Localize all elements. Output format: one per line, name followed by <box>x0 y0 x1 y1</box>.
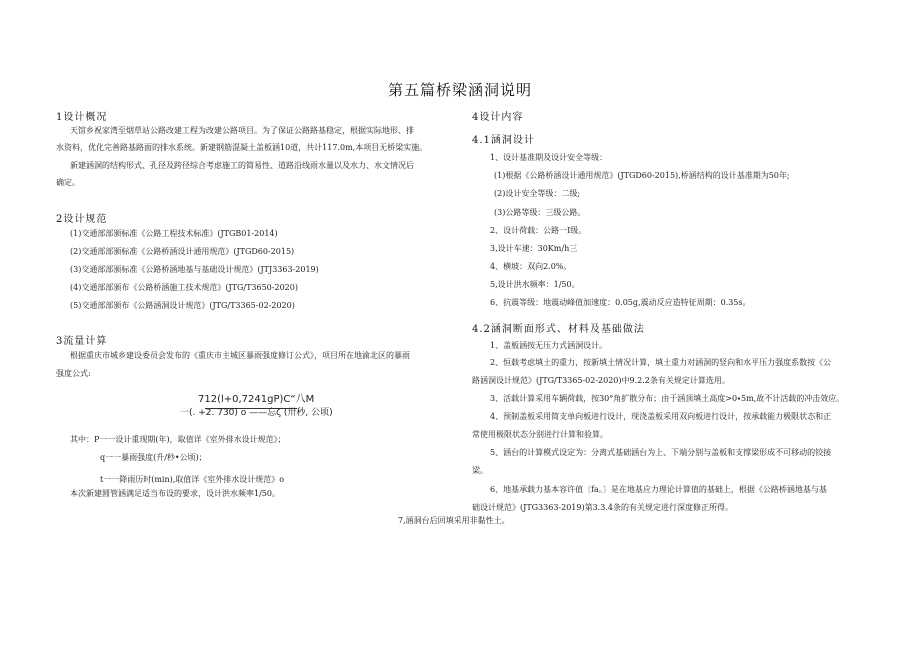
section-para-7: 7,涵洞台后回填采用非黏性土。 <box>398 516 510 525</box>
subsection-heading-culvert-design: 4.1涵洞设计 <box>472 135 535 146</box>
overview-line-3: 新建涵洞的结构形式、孔径及跨径综合考虑施工的简易性、道路沿线雨水量以及水力、水文情况后 <box>70 161 414 170</box>
culvert-item-6: 3,设计车速：30Km/h三 <box>490 244 578 253</box>
section-para-3: 3、活载计算采用车辆荷载，按30°角扩散分布；由于涵顶填土高度>0∙5m,故不计活载的冲击效应。 <box>490 394 845 403</box>
code-item-5: (5)交通部部颁布《公路涵洞设计规范》(JTG/T3365-02-2020) <box>70 301 295 310</box>
section-heading-design-codes: 2设计规范 <box>56 214 108 225</box>
rainfall-formula-numerator: 712(l+0,7241gP)C“八M <box>198 394 315 405</box>
culvert-item-2: (1)根据《公路桥涵设计通用规范》(JTGD60-2015),桥涵结构的设计基准期为50年; <box>494 171 790 180</box>
where-t: t一一降雨历时(min),取值详《室外排水设计规范》o <box>100 475 285 484</box>
code-item-1: (1)交通部部颁标准《公路工程技术标准》(JTGB01-2014) <box>70 229 278 238</box>
code-item-4: (4)交通部部颁布《公路桥涵施工技术规范》(JTG/T3650-2020) <box>70 283 298 292</box>
section-heading-design-content: 4设计内容 <box>472 112 524 123</box>
overview-line-1: 天馆乡祝家湾至烟草站公路改建工程为改建公路项目。为了保证公路路基稳定，根据实际地形、排 <box>70 126 414 135</box>
section-para-2-line-1: 2、恒载考虑填土的重力，按新填土情况计算，填土重力对涵洞的竖向和水平压力强度系数按《公 <box>490 358 832 367</box>
code-item-3: (3)交通部部颁标准《公路桥涵地基与基础设计规范》(JTJ3363-2019) <box>70 265 319 274</box>
section-para-1: 1、盖板涵按无压力式涵洞设计。 <box>490 341 608 350</box>
page-title: 第五篇桥梁涵洞说明 <box>387 81 532 99</box>
code-item-2: (2)交通部部颁标准《公路桥涵设计通用规范》(JTGD60-2015) <box>70 247 295 256</box>
where-p: 其中：P一一设计重现期(年)，取值详《室外排水设计规范》； <box>70 435 286 444</box>
culvert-item-5: 2、设计荷载：公路一Ⅰ级。 <box>490 226 587 235</box>
culvert-item-9: 6、抗震等级：地震动峰值加速度：0.05g,震动反应造特征周期：0.35s。 <box>490 298 751 307</box>
section-para-4-line-2: 常使用极限状态分别进行计算和验算。 <box>472 430 608 439</box>
culvert-item-8: 5,设计洪水频率：1/50。 <box>490 280 580 289</box>
culvert-item-7: 4、横坡：双向2.0%。 <box>490 262 572 271</box>
section-para-4-line-1: 4、预制盖板采用简支单向板进行设计，现浇盖板采用双向板进行设计，按承载能力极限状态和正 <box>490 412 832 421</box>
flow-intro-line-2: 强度公式: <box>56 369 91 378</box>
flow-intro-line-1: 根据重庆市城乡建设委员会发布的《重庆市主城区暴雨强度修订公式》，项目所在地渝北区的暴雨 <box>70 351 410 360</box>
section-para-6-line-1: 6、地基承载力基本容许值〔fa。〕是在地基应力理论计算值的基础上，根据《公路桥涵地基与基 <box>490 485 827 494</box>
section-para-2-line-2: 路涵洞设计规范》(JTG/T3365-02-2020)中9.2.2条有关规定计算选用。 <box>472 376 730 385</box>
rainfall-formula-denominator: 一(. +2. 730) o ——忘ζ (卅秒, 公顷) <box>180 408 333 418</box>
overview-line-2: 水资料，优化完善路基路面的排水系统。新建钢筋混凝土盖板涵10道，共计117.0m,本项目无桥梁实施。 <box>56 143 428 152</box>
flow-conclusion: 本次新建圆管涵满足适当布设的要求，设计洪水频率1/50。 <box>70 489 280 498</box>
culvert-item-1: 1、设计基准期及设计安全等级： <box>490 153 608 162</box>
section-heading-flow-calculation: 3流量计算 <box>56 336 108 347</box>
where-q: q一一暴雨强度(升/秒•公顷)； <box>100 453 207 462</box>
section-para-5-line-1: 5、涵台的计算模式设定为：分离式基础涵台为上、下端分别与盖板和支撑梁形成不可移动的铰接 <box>490 448 832 457</box>
section-para-6-line-2: 础设计规范》(JTG3363-2019)第3.3.4条的有关规定进行深度修正所得。 <box>472 503 733 512</box>
section-heading-design-overview: 1设计概况 <box>56 112 108 123</box>
overview-line-4: 确定。 <box>56 178 80 187</box>
section-para-5-line-2: 梁。 <box>472 466 488 475</box>
culvert-item-3: (2)设计安全等级：二级; <box>494 189 581 198</box>
culvert-item-4: (3)公路等级：三级公路。 <box>494 208 586 217</box>
subsection-heading-section-materials: 4.2涵洞断面形式、材料及基础做法 <box>472 324 645 335</box>
